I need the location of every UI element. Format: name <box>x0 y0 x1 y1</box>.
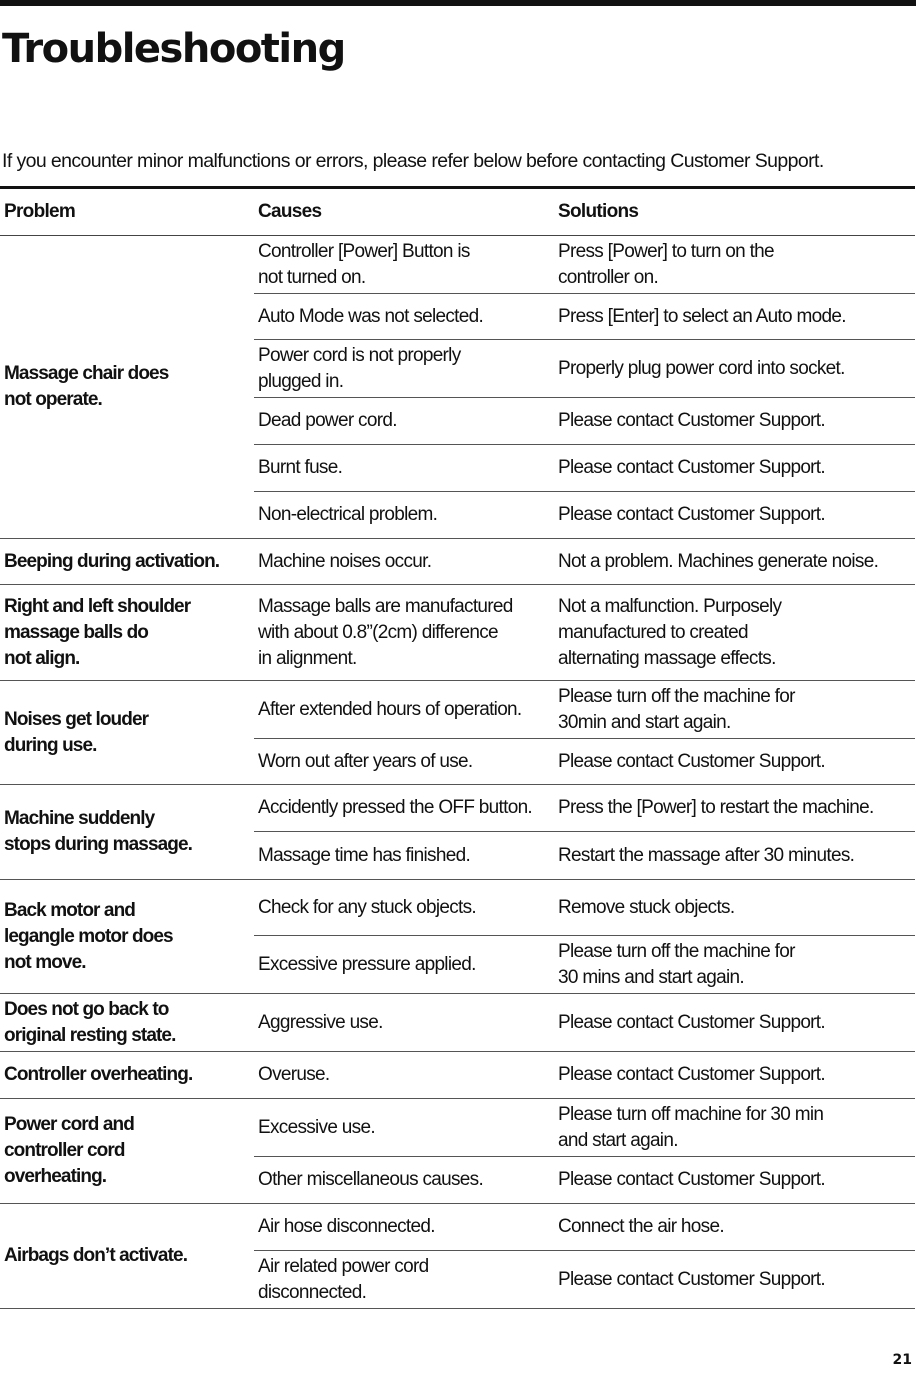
solution-cell: Remove stuck objects. <box>554 880 915 936</box>
solution-cell: Please contact Customer Support. <box>554 994 915 1052</box>
cause-cell: Check for any stuck objects. <box>254 880 554 936</box>
problem-cell: Power cord and controller cord overheating. <box>0 1099 254 1204</box>
solution-cell: Not a problem. Machines generate noise. <box>554 539 915 585</box>
solution-cell: Please contact Customer Support. <box>554 1052 915 1099</box>
cause-cell: Excessive pressure applied. <box>254 936 554 994</box>
cause-cell: Other miscellaneous causes. <box>254 1157 554 1204</box>
cause-cell: Overuse. <box>254 1052 554 1099</box>
solution-cell: Please contact Customer Support. <box>554 1157 915 1204</box>
solution-cell: Please contact Customer Support. <box>554 445 915 492</box>
header-rule <box>0 0 916 6</box>
page-number: 21 <box>892 1352 912 1368</box>
cause-cell: Aggressive use. <box>254 994 554 1052</box>
cause-cell: After extended hours of operation. <box>254 681 554 739</box>
table-row <box>0 1204 915 1251</box>
cause-cell: Burnt fuse. <box>254 445 554 492</box>
problem-cell: Controller overheating. <box>0 1052 254 1099</box>
solution-cell: Restart the massage after 30 minutes. <box>554 832 915 880</box>
table-row <box>0 880 915 936</box>
solution-cell: Please contact Customer Support. <box>554 492 915 539</box>
cause-cell: Machine noises occur. <box>254 539 554 585</box>
header-causes: Causes <box>254 188 554 236</box>
problem-cell: Machine suddenly stops during massage. <box>0 785 254 880</box>
intro-text: If you encounter minor malfunctions or errors, please refer below before contacting Customer Support. <box>2 150 824 172</box>
problem-cell: Back motor and legangle motor does not move. <box>0 880 254 994</box>
problem-cell: Does not go back to original resting state. <box>0 994 254 1052</box>
problem-cell: Massage chair does not operate. <box>0 236 254 539</box>
table-row <box>0 236 915 294</box>
table-header-row <box>0 188 915 236</box>
solution-cell: Please contact Customer Support. <box>554 398 915 445</box>
cause-cell: Massage balls are manufactured with about 0.8”(2cm) difference in alignment. <box>254 585 554 681</box>
solution-cell: Please turn off the machine for 30 mins and start again. <box>554 936 915 994</box>
table-row <box>0 585 915 681</box>
cause-cell: Accidently pressed the OFF button. <box>254 785 554 832</box>
header-solutions: Solutions <box>554 188 915 236</box>
cause-cell: Non-electrical problem. <box>254 492 554 539</box>
problem-cell: Airbags don’t activate. <box>0 1204 254 1309</box>
cause-cell: Massage time has finished. <box>254 832 554 880</box>
solution-cell: Press [Enter] to select an Auto mode. <box>554 294 915 340</box>
cause-cell: Excessive use. <box>254 1099 554 1157</box>
solution-cell: Please contact Customer Support. <box>554 1251 915 1309</box>
solution-cell: Properly plug power cord into socket. <box>554 340 915 398</box>
problem-cell: Noises get louder during use. <box>0 681 254 785</box>
solution-cell: Not a malfunction. Purposely manufactured to created alternating massage effects. <box>554 585 915 681</box>
table-row <box>0 994 915 1052</box>
table-row <box>0 1052 915 1099</box>
solution-cell: Press the [Power] to restart the machine. <box>554 785 915 832</box>
problem-cell: Beeping during activation. <box>0 539 254 585</box>
solution-cell: Please turn off the machine for 30min and start again. <box>554 681 915 739</box>
table-body <box>0 236 915 1309</box>
table-row <box>0 681 915 739</box>
solution-cell: Please contact Customer Support. <box>554 739 915 785</box>
table-row <box>0 785 915 832</box>
solution-cell: Please turn off machine for 30 min and start again. <box>554 1099 915 1157</box>
cause-cell: Auto Mode was not selected. <box>254 294 554 340</box>
cause-cell: Controller [Power] Button is not turned on. <box>254 236 554 294</box>
header-problem: Problem <box>0 188 254 236</box>
cause-cell: Worn out after years of use. <box>254 739 554 785</box>
cause-cell: Air related power cord disconnected. <box>254 1251 554 1309</box>
table-row <box>0 1099 915 1157</box>
table-row <box>0 539 915 585</box>
solution-cell: Press [Power] to turn on the controller on. <box>554 236 915 294</box>
troubleshooting-table <box>0 186 915 1309</box>
page-title: Troubleshooting <box>2 26 345 72</box>
cause-cell: Power cord is not properly plugged in. <box>254 340 554 398</box>
solution-cell: Connect the air hose. <box>554 1204 915 1251</box>
problem-cell: Right and left shoulder massage balls do not align. <box>0 585 254 681</box>
cause-cell: Dead power cord. <box>254 398 554 445</box>
cause-cell: Air hose disconnected. <box>254 1204 554 1251</box>
